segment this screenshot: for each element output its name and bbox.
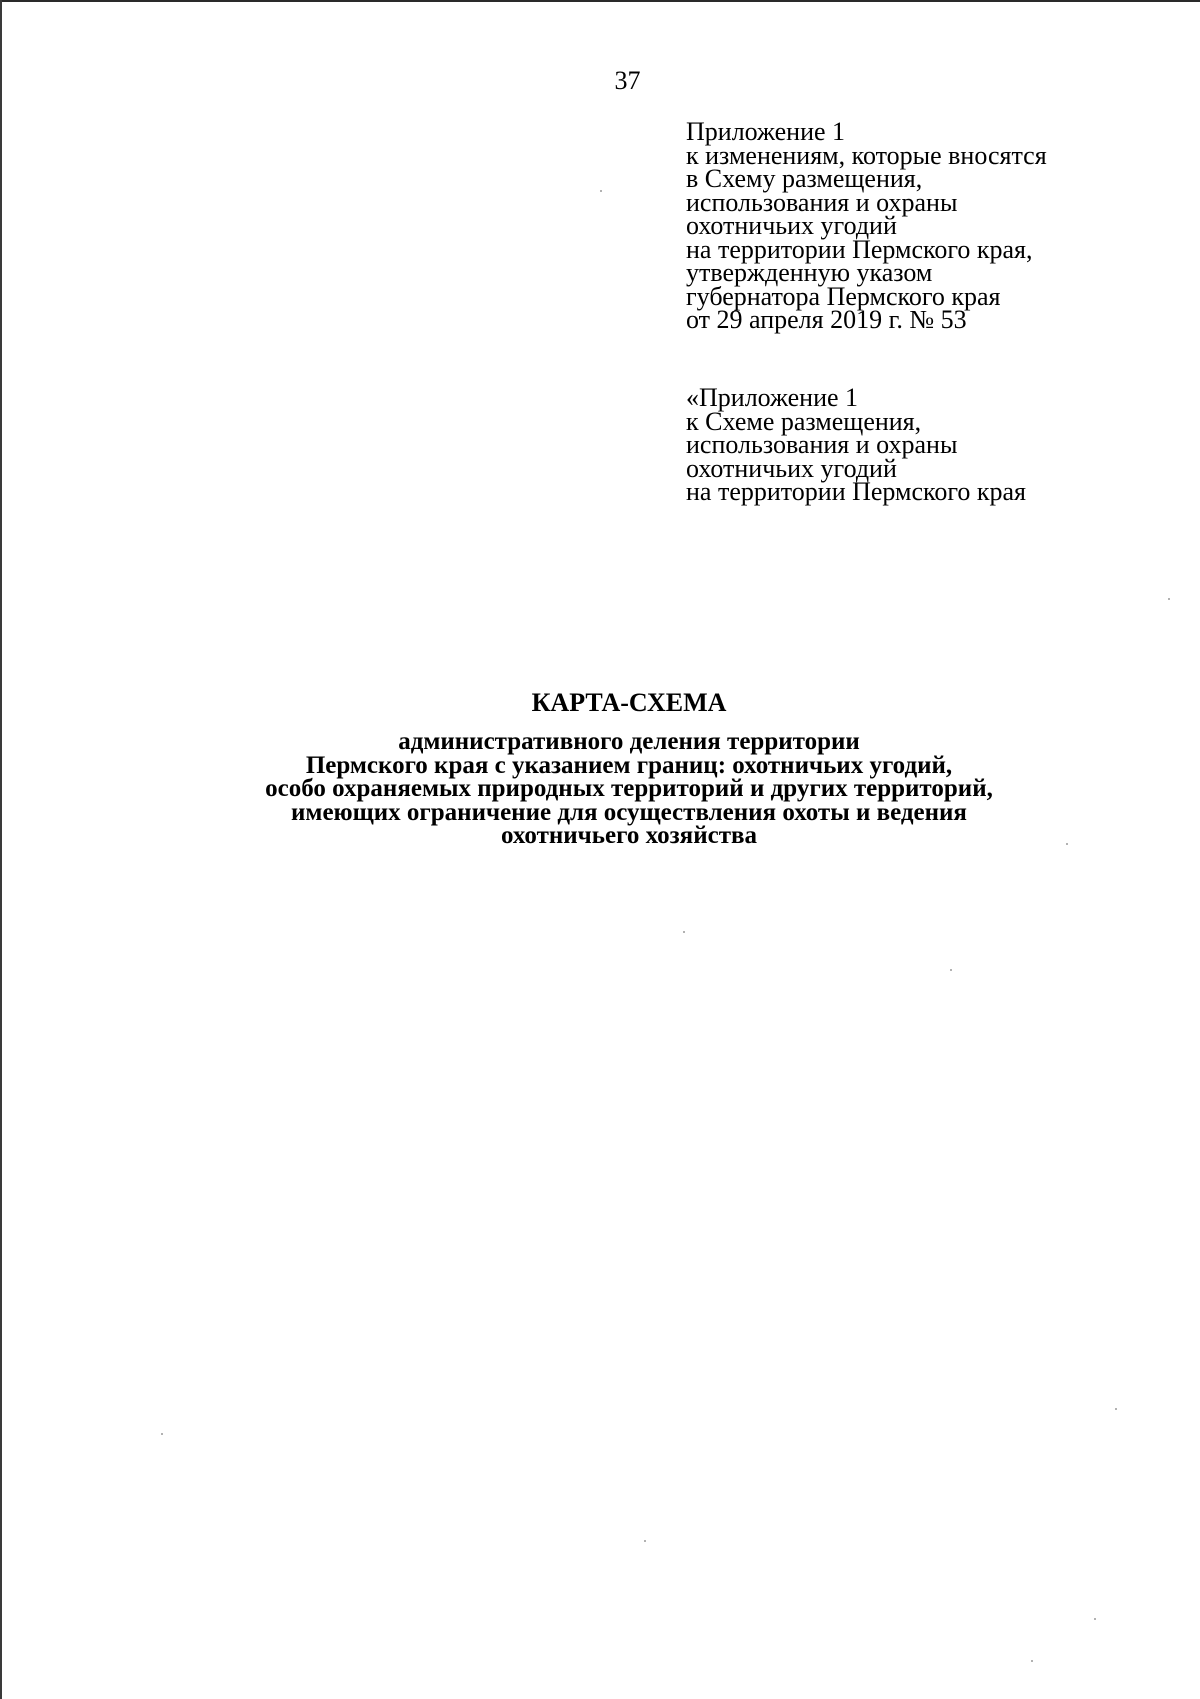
scan-speck xyxy=(1031,1660,1033,1662)
document-subtitle-line: административного деления территории xyxy=(398,728,860,755)
document-subtitle-line: имеющих ограничение для осуществления охоты и ведения xyxy=(291,798,967,826)
document-subtitle-line: Пермского края с указанием границ: охотничьих угодий, xyxy=(305,751,953,779)
annex-scheme-line: использования и охраны xyxy=(686,430,958,459)
scan-speck xyxy=(161,1433,163,1435)
annex-scheme-line: «Приложение 1 xyxy=(686,383,859,412)
scan-speck xyxy=(1066,843,1068,845)
page-number: 37 xyxy=(614,66,641,95)
scan-speck xyxy=(683,931,685,933)
annex-scheme-line: к Схеме размещения, xyxy=(686,406,922,436)
scan-speck xyxy=(600,190,602,192)
annex-changes-line: губернатора Пермского края xyxy=(686,281,1001,311)
scan-speck xyxy=(1115,1408,1117,1410)
scan-edge-left xyxy=(0,0,2,1699)
annex-scheme-line: охотничьих угодий xyxy=(686,453,897,483)
annex-changes-line: Приложение 1 xyxy=(686,117,846,146)
annex-changes-line: использования и охраны xyxy=(686,187,958,217)
annex-scheme-line: на территории Пермского края xyxy=(686,477,1026,506)
annex-changes-block xyxy=(686,117,1186,334)
annex-changes-line: охотничьих угодий xyxy=(686,211,897,240)
scan-speck xyxy=(1094,1618,1096,1620)
scan-speck xyxy=(1168,598,1170,600)
annex-changes-line: от 29 апреля 2019 г. № 53 xyxy=(686,305,967,334)
scan-speck xyxy=(950,969,952,971)
document-title-block xyxy=(0,688,1200,848)
scan-speck xyxy=(644,1540,646,1542)
document-subtitle-line: особо охраняемых природных территорий и других территорий, xyxy=(265,775,993,802)
annex-changes-line: на территории Пермского края, xyxy=(686,234,1033,264)
annex-scheme-block xyxy=(686,383,1186,506)
scan-edge-top xyxy=(0,0,1200,2)
annex-changes-line: к изменениям, которые вносятся xyxy=(686,140,1047,170)
annex-changes-line: утвержденную указом xyxy=(686,258,933,287)
document-subtitle-line: охотничьего хозяйства xyxy=(501,822,757,849)
annex-changes-line: в Схему размещения, xyxy=(686,164,923,193)
document-title: КАРТА-СХЕМА xyxy=(531,688,727,717)
